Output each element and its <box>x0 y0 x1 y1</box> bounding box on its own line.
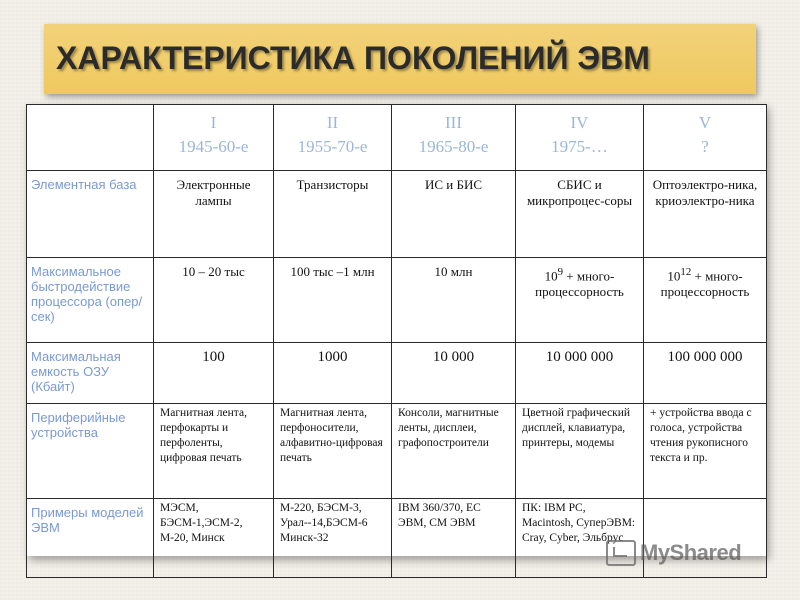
generation-numeral: I <box>210 113 217 132</box>
table-cell: МЭСМ, БЭСМ-1,ЭСМ-2, М-20, Минск <box>154 499 274 578</box>
generations-table <box>26 104 767 578</box>
power-rest: + много-процессорность <box>660 268 750 300</box>
table-cell: + устройства ввода с голоса, устройства чтения рукописного текста и пр. <box>644 404 767 499</box>
row-label: Элементная база <box>27 171 154 258</box>
table-cell: 10 000 000 <box>516 343 644 404</box>
power-rest: + много-процессорность <box>535 268 624 300</box>
generation-header <box>154 105 274 171</box>
table-row <box>27 343 767 404</box>
generation-header <box>516 105 644 171</box>
table-cell: 10 000 <box>392 343 516 404</box>
table-cell: 1000 <box>274 343 392 404</box>
table-cell: 100 тыс –1 млн <box>274 258 392 343</box>
table-cell <box>644 258 767 343</box>
table-cell: 10 – 20 тыс <box>154 258 274 343</box>
corner-cell <box>27 105 154 171</box>
table-cell: Электронные лампы <box>154 171 274 258</box>
power-exponent: 12 <box>680 266 692 278</box>
generation-period: 1945-60-е <box>178 137 249 156</box>
generation-header <box>392 105 516 171</box>
generation-period: 1955-70-е <box>297 137 368 156</box>
table-row <box>27 404 767 499</box>
generation-numeral: IV <box>570 113 589 132</box>
table-cell: Консоли, магнитные ленты, дисплеи, графопостроители <box>392 404 516 499</box>
generation-numeral: V <box>698 113 712 132</box>
table-row <box>27 258 767 343</box>
row-label: Примеры моделей ЭВМ <box>27 499 154 578</box>
title-bar <box>44 24 756 94</box>
row-label: Периферийные устройства <box>27 404 154 499</box>
table-cell: М-220, БЭСМ-3, Урал--14,БЭСМ-6 Минск-32 <box>274 499 392 578</box>
generation-period: 1975-… <box>551 137 608 156</box>
page-title: ХАРАКТЕРИСТИКА ПОКОЛЕНИЙ ЭВМ <box>56 40 650 76</box>
table-cell: ИС и БИС <box>392 171 516 258</box>
generation-period: 1965-80-е <box>418 137 489 156</box>
table-cell: 10 млн <box>392 258 516 343</box>
header-row <box>27 105 767 171</box>
table-cell: 100 000 000 <box>644 343 767 404</box>
generation-numeral: III <box>445 113 462 132</box>
generations-table-wrap <box>26 104 766 556</box>
table-cell: Магнитная лента, перфокарты и перфоленты, цифровая печать <box>154 404 274 499</box>
table-cell: Цветной графический дисплей, клавиатура, принтеры, модемы <box>516 404 644 499</box>
row-label: Максимальное быстродействие процессора (опер/сек) <box>27 258 154 343</box>
generation-header <box>644 105 767 171</box>
table-cell: ПК: IBM PC, Macintosh, СуперЭВМ: Cray, Cyber, Эльбрус <box>516 499 644 578</box>
power-base: 10 <box>544 268 558 284</box>
generation-header <box>274 105 392 171</box>
table-cell <box>516 258 644 343</box>
generation-numeral: II <box>326 113 339 132</box>
presentation-board-icon <box>606 540 636 566</box>
table-cell: IBM 360/370, ЕС ЭВМ, СМ ЭВМ <box>392 499 516 578</box>
power-base: 10 <box>667 268 681 284</box>
table-cell: Транзисторы <box>274 171 392 258</box>
table-cell: Магнитная лента, перфоносители, алфавитно-цифровая печать <box>274 404 392 499</box>
power-exponent: 9 <box>557 266 564 278</box>
table-cell: СБИС и микропроцес-соры <box>516 171 644 258</box>
watermark <box>606 538 776 568</box>
watermark-text: MyShared <box>640 540 742 565</box>
row-label: Максимальная емкость ОЗУ (Кбайт) <box>27 343 154 404</box>
table-row <box>27 171 767 258</box>
generation-period: ? <box>701 137 709 156</box>
table-cell: 100 <box>154 343 274 404</box>
table-cell: Оптоэлектро-ника, криоэлектро-ника <box>644 171 767 258</box>
